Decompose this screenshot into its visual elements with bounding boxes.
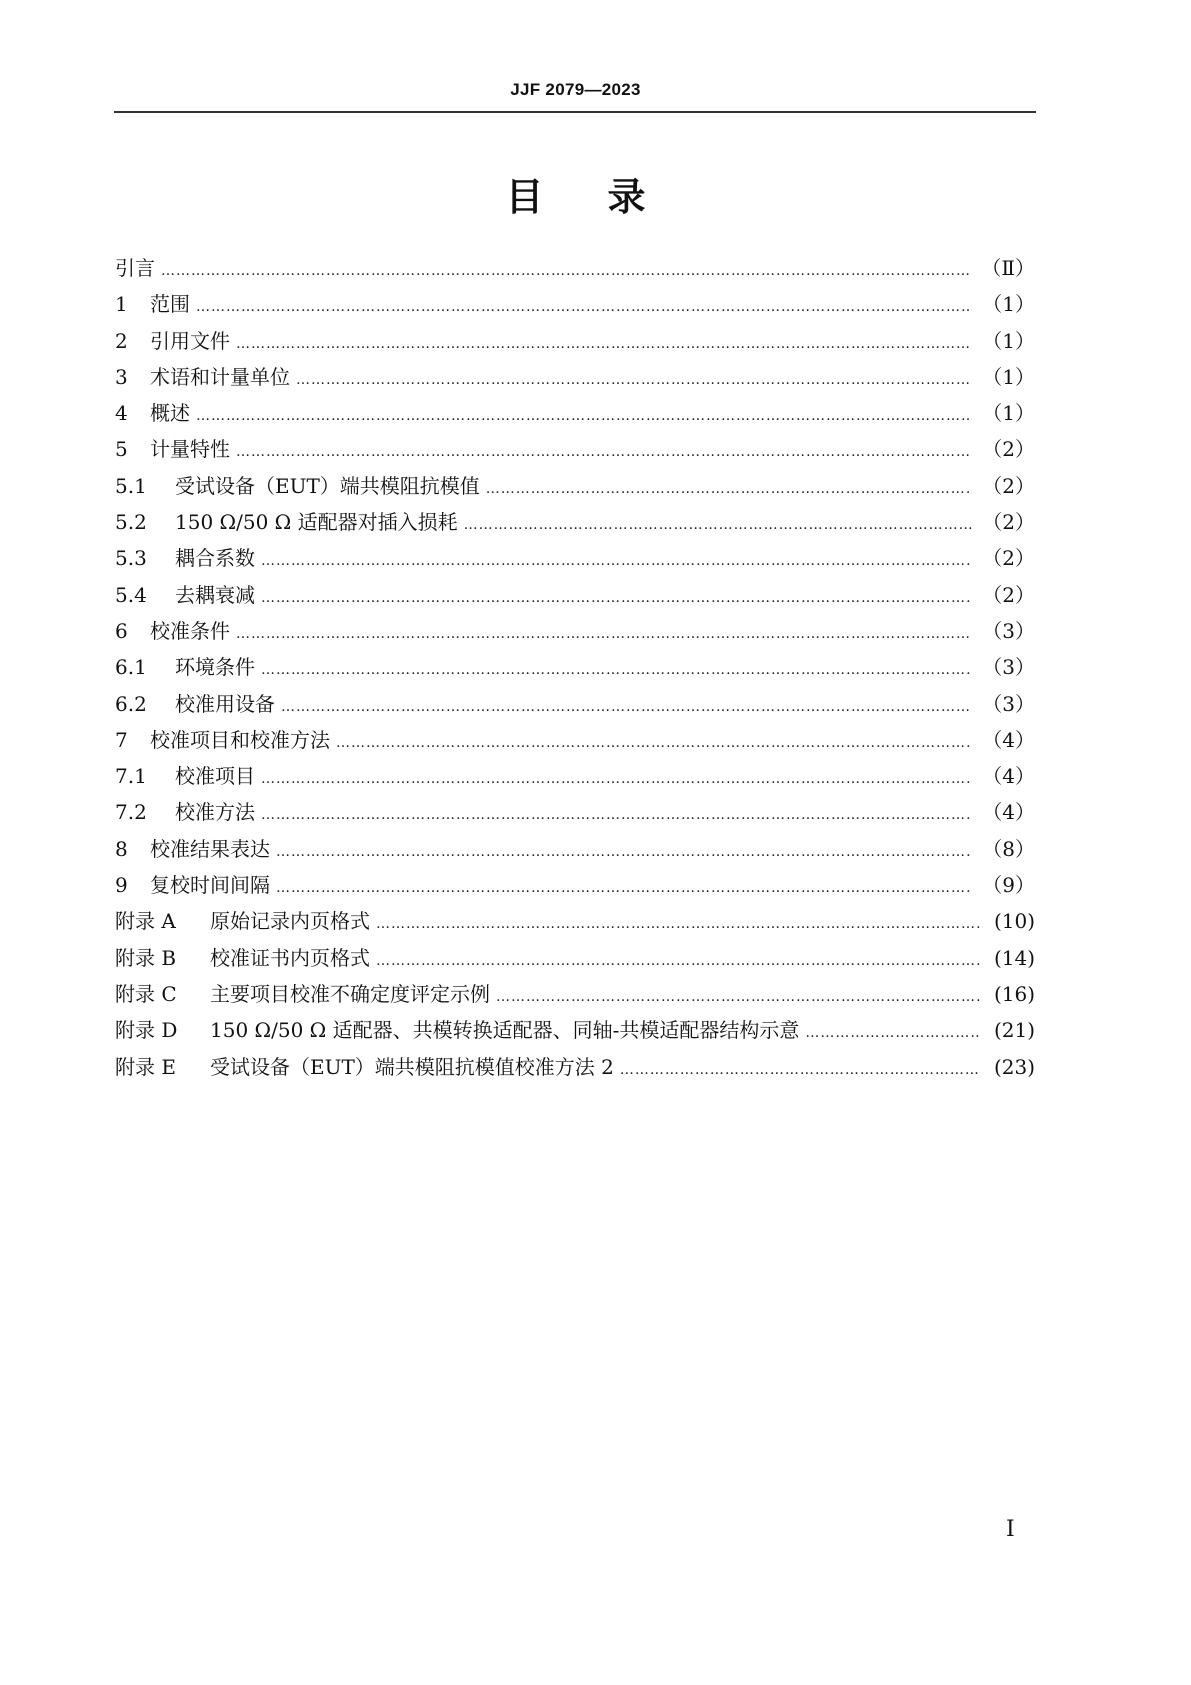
- toc-entry[interactable]: [115, 1014, 1035, 1050]
- toc-entry-number: 6: [115, 618, 128, 643]
- toc-entry-label: 引言: [115, 256, 155, 280]
- toc-entry-number: 5.4: [115, 582, 147, 607]
- dot-leader: [261, 771, 972, 787]
- toc-entry[interactable]: [115, 869, 1035, 905]
- toc-entry-number: 5.2: [115, 510, 147, 535]
- toc-entry-number: 6.1: [115, 655, 147, 680]
- toc-entry[interactable]: [115, 905, 1035, 941]
- toc-entry-page: （2）: [982, 582, 1035, 607]
- dot-leader: [376, 916, 981, 932]
- toc-entry-number: 附录 B: [115, 945, 177, 970]
- dot-leader: [620, 1062, 981, 1078]
- title-char: 录: [607, 175, 646, 219]
- toc-entry-label: 概述: [150, 401, 190, 426]
- toc-entry-number: 6.2: [115, 691, 147, 716]
- dot-leader: [296, 372, 972, 388]
- toc-entry-page: （2）: [982, 510, 1035, 535]
- dot-leader: [196, 408, 972, 424]
- dot-leader: [276, 880, 972, 896]
- toc-entry[interactable]: [115, 252, 1035, 288]
- toc-entry-number: 附录 D: [115, 1018, 178, 1043]
- toc-entry-page: （1）: [982, 292, 1035, 317]
- toc-entry-page: （1）: [982, 401, 1035, 426]
- dot-leader: [161, 263, 971, 279]
- toc-entry-page: （2）: [982, 437, 1035, 462]
- toc-entry[interactable]: [115, 760, 1035, 796]
- toc-entry-label: 校准条件: [150, 618, 230, 643]
- dot-leader: [261, 590, 972, 606]
- page-number: I: [1006, 1517, 1015, 1542]
- dot-leader: [281, 699, 972, 715]
- toc-entry-page: (10): [993, 909, 1035, 934]
- toc-entry[interactable]: [115, 325, 1035, 361]
- toc-entry[interactable]: [115, 470, 1035, 506]
- toc-entry-label: 复校时间间隔: [150, 873, 270, 898]
- toc-entry-label: 范围: [150, 292, 190, 317]
- toc-entry-label: 去耦衰减: [175, 582, 255, 607]
- toc-entry-page: （4）: [982, 764, 1035, 789]
- toc-entry-label: 术语和计量单位: [150, 364, 290, 389]
- toc-entry-label: 耦合系数: [175, 546, 255, 571]
- dot-leader: [261, 662, 972, 678]
- toc-entry-number: 3: [115, 364, 128, 389]
- toc-entry-page: （4）: [982, 727, 1035, 752]
- toc-entry[interactable]: [115, 615, 1035, 651]
- toc-entry-number: 9: [115, 873, 128, 898]
- toc-entry-label: 引用文件: [150, 328, 230, 353]
- toc-entry-number: 7.2: [115, 800, 147, 825]
- toc-entry-number: 1: [115, 292, 128, 317]
- toc-entry-number: 7.1: [115, 764, 147, 789]
- toc-entry-number: 5: [115, 437, 128, 462]
- dot-leader: [336, 735, 972, 751]
- dot-leader: [486, 481, 972, 497]
- toc-entry-page: （3）: [982, 618, 1035, 643]
- toc-entry-number: 7: [115, 727, 128, 752]
- toc-entry-page: (14): [993, 945, 1035, 970]
- toc-entry[interactable]: [115, 978, 1035, 1014]
- toc-entry-label: 校准证书内页格式: [210, 945, 370, 970]
- toc-entry-page: （Ⅱ）: [981, 256, 1035, 280]
- toc-entry-label: 校准结果表达: [150, 836, 270, 861]
- header-rule: [114, 111, 1036, 113]
- toc-entry-number: 5.1: [115, 473, 147, 498]
- toc-entry-label: 校准项目和校准方法: [150, 727, 330, 752]
- dot-leader: [236, 336, 972, 352]
- toc-entry-page: （2）: [982, 546, 1035, 571]
- document-code-header: JJF 2079—2023: [510, 80, 641, 99]
- dot-leader: [464, 517, 973, 533]
- toc-entry-label: 150 Ω/50 Ω 适配器、共模转换适配器、同轴-共模适配器结构示意: [210, 1018, 800, 1043]
- table-of-contents: [115, 252, 1035, 1087]
- page-title: [0, 166, 1151, 221]
- toc-entry-label: 原始记录内页格式: [210, 909, 370, 934]
- toc-entry-label: 校准用设备: [175, 691, 275, 716]
- toc-entry-number: 5.3: [115, 546, 147, 571]
- toc-entry-number: 8: [115, 836, 128, 861]
- dot-leader: [496, 989, 981, 1005]
- toc-entry-page: （9）: [982, 873, 1035, 898]
- toc-entry-number: 附录 E: [115, 1054, 176, 1079]
- dot-leader: [236, 444, 972, 460]
- toc-entry-page: (23): [993, 1054, 1035, 1079]
- toc-entry[interactable]: [115, 724, 1035, 760]
- dot-leader: [261, 553, 972, 569]
- toc-entry[interactable]: [115, 651, 1035, 687]
- toc-entry-number: 附录 C: [115, 981, 177, 1006]
- dot-leader: [276, 844, 972, 860]
- toc-entry-page: （1）: [982, 328, 1035, 353]
- toc-entry[interactable]: [115, 542, 1035, 578]
- toc-entry[interactable]: [115, 288, 1035, 324]
- toc-entry-number: 附录 A: [115, 909, 176, 934]
- toc-entry-label: 150 Ω/50 Ω 适配器对插入损耗: [175, 510, 458, 535]
- toc-entry[interactable]: [115, 796, 1035, 832]
- toc-entry[interactable]: [115, 397, 1035, 433]
- toc-entry[interactable]: [115, 688, 1035, 724]
- toc-entry-page: (16): [993, 981, 1035, 1006]
- toc-entry-label: 受试设备（EUT）端共模阻抗模值校准方法 2: [210, 1054, 614, 1079]
- toc-entry-label: 主要项目校准不确定度评定示例: [210, 981, 490, 1006]
- dot-leader: [236, 626, 972, 642]
- toc-entry-page: （1）: [982, 364, 1035, 389]
- toc-entry-number: 2: [115, 328, 128, 353]
- toc-entry-page: （3）: [982, 655, 1035, 680]
- dot-leader: [376, 953, 981, 969]
- toc-entry-page: （4）: [982, 800, 1035, 825]
- toc-entry[interactable]: [115, 361, 1035, 397]
- dot-leader: [196, 299, 972, 315]
- title-char: 目: [505, 175, 544, 219]
- toc-entry[interactable]: [115, 579, 1035, 615]
- toc-entry[interactable]: [115, 942, 1035, 978]
- toc-entry-page: （2）: [982, 473, 1035, 498]
- toc-entry-label: 校准方法: [175, 800, 255, 825]
- toc-entry[interactable]: [115, 1051, 1035, 1087]
- toc-entry-page: (21): [993, 1018, 1035, 1043]
- dot-leader: [261, 807, 972, 823]
- toc-entry[interactable]: [115, 433, 1035, 469]
- toc-entry-label: 受试设备（EUT）端共模阻抗模值: [175, 473, 480, 498]
- toc-entry[interactable]: [115, 833, 1035, 869]
- dot-leader: [805, 1025, 981, 1041]
- toc-entry-label: 校准项目: [175, 764, 255, 789]
- toc-entry[interactable]: [115, 506, 1035, 542]
- toc-entry-label: 计量特性: [150, 437, 230, 462]
- toc-entry-number: 4: [115, 401, 128, 426]
- toc-entry-page: （8）: [982, 836, 1035, 861]
- toc-entry-label: 环境条件: [175, 655, 255, 680]
- toc-entry-page: （3）: [982, 691, 1035, 716]
